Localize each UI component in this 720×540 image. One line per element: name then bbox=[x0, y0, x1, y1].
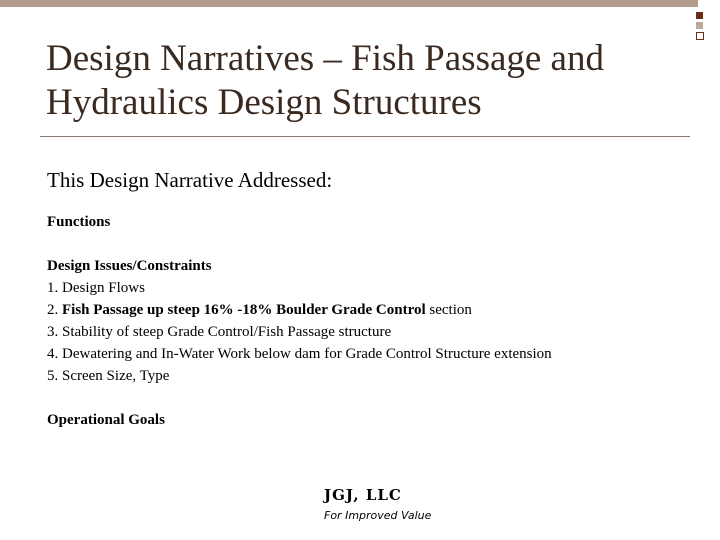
list-item: 3. Stability of steep Grade Control/Fish Passage structure bbox=[47, 324, 392, 340]
issues-list bbox=[47, 277, 687, 387]
lead-text: This Design Narrative Addressed: bbox=[47, 168, 333, 192]
corner-decoration bbox=[690, 12, 710, 43]
issues-heading: Design Issues/Constraints bbox=[47, 258, 212, 274]
top-decorative-bar bbox=[0, 0, 698, 7]
list-item: 2. Fish Passage up steep 16% -18% Boulder Grade Control section bbox=[47, 302, 472, 318]
decor-square bbox=[696, 12, 703, 19]
decor-square bbox=[696, 32, 704, 40]
functions-heading: Functions bbox=[47, 214, 111, 230]
logo-name: JGJ, LLC bbox=[324, 486, 402, 504]
logo-tagline: For Improved Value bbox=[324, 509, 432, 522]
slide-title: Design Narratives – Fish Passage and Hydraulics Design Structures bbox=[46, 38, 604, 123]
decor-square bbox=[696, 22, 703, 29]
list-item: 5. Screen Size, Type bbox=[47, 368, 170, 384]
goals-heading: Operational Goals bbox=[47, 412, 165, 428]
title-divider bbox=[40, 136, 690, 137]
slide-body bbox=[47, 168, 687, 431]
list-item: 1. Design Flows bbox=[47, 280, 145, 296]
company-logo bbox=[324, 486, 444, 524]
list-item: 4. Dewatering and In-Water Work below dam for Grade Control Structure extension bbox=[47, 346, 552, 362]
